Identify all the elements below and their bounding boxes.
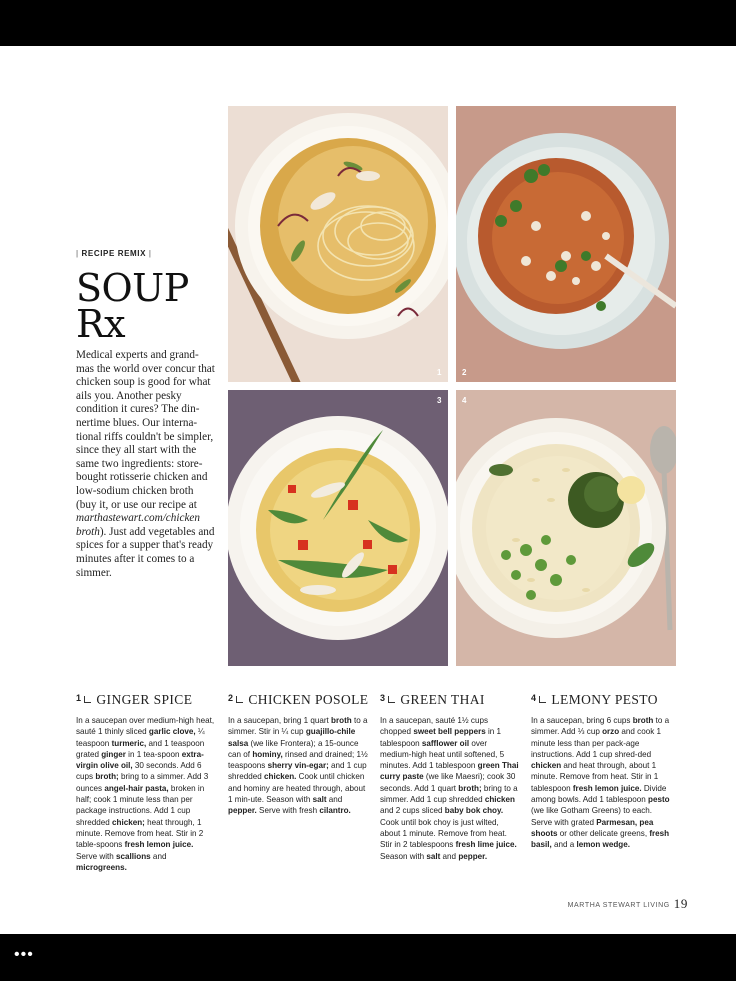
text-run: Cook until bok choy is just wilted, about 1 minute. Remove from heat. Stir in 2 tablespoons [380, 817, 507, 850]
recipe-body [228, 715, 368, 817]
text-run: baby bok choy. [444, 806, 504, 816]
text-run: bring to a simmer. Add 1 cup shredded [380, 783, 518, 805]
text-run: garlic clove, [148, 727, 196, 737]
more-options-icon[interactable]: ••• [14, 946, 34, 963]
text-run: salt [312, 795, 327, 805]
photo-number: 4 [462, 396, 467, 405]
text-run: pesto [648, 795, 670, 805]
text-run: scallions [116, 851, 151, 861]
text-run: In a saucepan, sauté 1½ cups chopped [380, 716, 488, 737]
text-run: broth; [458, 783, 482, 793]
text-run: green Thai curry paste [380, 761, 519, 782]
text-run: marthastewart.com/chicken broth [76, 512, 200, 538]
recipe-title: $^3$ GREEN THAI [380, 692, 485, 707]
text-run: Season with [380, 851, 427, 861]
text-run: angel-hair pasta, [104, 783, 169, 793]
page-number: 19 [673, 896, 688, 911]
lemony-pesto-image [456, 390, 676, 666]
section-kicker: | RECIPE REMIX | [76, 249, 152, 258]
text-run: guajillo-chile salsa [228, 727, 356, 748]
text-run: and 1 teaspoon grated [76, 738, 205, 759]
text-run: Medical experts and grand-mas the world over concur that chicken soup is good for what ails you. Another pesky condition it cures? The din-nertime blues. Our interna-tional riffs couldn't be simpler, since they all start with the same two ingredients: store-bought rotisserie chicken and low-sodium chicken broth (buy it, or use our recipe at [76, 349, 215, 511]
text-run: chicken. [264, 772, 297, 782]
recipe-title: $^4$ LEMONY PESTO [531, 692, 658, 707]
text-run: salt [426, 851, 441, 861]
text-run: broth [331, 716, 352, 725]
text-run: In a saucepan, bring 1 quart [228, 716, 332, 725]
article-title: SOUP Rx [76, 266, 189, 346]
text-run: and a [551, 840, 577, 850]
text-run: sherry vin-egar; [267, 761, 329, 771]
text-run: bring to a simmer. Add 3 ounces [76, 772, 209, 793]
text-run: and [440, 851, 459, 861]
text-run: cilantro. [319, 806, 351, 816]
text-run: and heat through, about 1 minute. Remove from heat. Stir in 1 tablespoon [531, 761, 659, 793]
recipe-title: $^1$ GINGER SPICE [76, 692, 193, 707]
lemony-pesto-photo [456, 390, 676, 666]
recipe-body [380, 715, 520, 862]
text-run: to a simmer. Stir in ¼ cup [228, 716, 368, 737]
text-run: ). Just add vegetables and spices for a supper that's ready minutes after it comes to a simmer. [76, 525, 215, 579]
text-run: orzo [602, 727, 620, 737]
page-footer [568, 896, 688, 912]
ginger-spice-image [228, 106, 448, 382]
text-run: lemon wedge. [576, 840, 630, 850]
text-run: over medium-high heat until softened, 5 minutes. Add 1 tablespoon [380, 738, 505, 771]
text-run: and [150, 851, 167, 861]
text-run: ¼ teaspoon [76, 727, 205, 748]
text-run: fresh lime juice. [455, 840, 517, 850]
text-run: safflower oil [421, 738, 470, 748]
green-thai-photo [228, 390, 448, 666]
text-run: pepper. [458, 851, 488, 861]
text-run: chicken [531, 761, 562, 771]
text-run: fresh basil, [531, 828, 670, 850]
photo-number: 2 [462, 368, 467, 377]
recipe-ginger-spice [76, 692, 216, 873]
text-run: (we like Gotham Greens) to each. Serve with grated [531, 806, 653, 827]
green-thai-image [228, 390, 448, 666]
text-run: in 1 tea-spoon [125, 749, 182, 759]
recipe-green-thai [380, 692, 520, 862]
magazine-page [0, 46, 736, 934]
text-run: microgreens. [76, 862, 127, 872]
text-run: heat through, 1 minute. Remove from heat. Stir in 2 table-spoons [76, 817, 204, 850]
recipe-body [531, 715, 671, 851]
text-run: rinsed and drained; 1½ teaspoons [228, 749, 368, 771]
text-run: chicken; [112, 817, 145, 827]
chicken-posole-image [456, 106, 676, 382]
text-run: In a saucepan over medium-high heat, sauté 1 thinly sliced [76, 716, 215, 737]
text-run: and [326, 795, 343, 805]
recipe-title: $^2$ CHICKEN POSOLE [228, 692, 369, 707]
recipe-body [76, 715, 216, 873]
magazine-name: MARTHA STEWART LIVING [567, 902, 670, 909]
text-run: Serve with [76, 851, 117, 861]
text-run: Divide among bowls. Add 1 tablespoon [531, 783, 667, 805]
text-run: or other delicate greens, [557, 828, 650, 838]
ginger-spice-photo [228, 106, 448, 382]
text-run: and cook 1 minute less than per pack-age instructions. Add 1 cup shred-ded [531, 727, 662, 759]
recipe-chicken-posole [228, 692, 368, 817]
text-run: sweet bell peppers [413, 727, 486, 737]
recipe-lemony-pesto [531, 692, 671, 851]
text-run: ginger [101, 749, 126, 759]
text-run: broken in half; cook 1 minute less than per package instructions. Add 1 cup shredded [76, 783, 205, 827]
text-run: extra-virgin olive oil, [76, 749, 204, 771]
text-run: 30 seconds. Add 6 cups [76, 761, 202, 782]
text-run: fresh lemon juice. [572, 783, 642, 793]
text-run: Cook until chicken and hominy are heated through, about 1 min-ute. Season with [228, 772, 366, 805]
text-run: chicken [484, 795, 515, 805]
text-run: fresh lemon juice. [124, 840, 194, 850]
text-run: broth; [95, 772, 119, 782]
text-run: (we like Frontera); a 15-ounce can of [228, 738, 359, 759]
text-run: pepper. [228, 806, 257, 816]
text-run: and 2 cups sliced [380, 806, 445, 816]
text-run: In a saucepan, bring 6 cups [531, 716, 633, 725]
photo-number: 1 [437, 368, 442, 377]
text-run: to a simmer. Add ⅓ cup [531, 716, 670, 737]
text-run: broth [632, 716, 654, 725]
text-run: Serve with fresh [256, 806, 320, 816]
text-run: turmeric, [111, 738, 147, 748]
text-run: Parmesan, pea shoots [531, 817, 654, 838]
text-run: (we like Maesri); cook 30 seconds. Add 1 quart [380, 772, 516, 793]
photo-number: 3 [437, 396, 442, 405]
article-intro [76, 349, 216, 580]
chicken-posole-photo [456, 106, 676, 382]
text-run: in 1 tablespoon [380, 727, 502, 748]
viewer-toolbar [0, 934, 736, 981]
text-run: and 1 cup shredded [228, 761, 367, 782]
text-run: hominy, [252, 749, 283, 759]
